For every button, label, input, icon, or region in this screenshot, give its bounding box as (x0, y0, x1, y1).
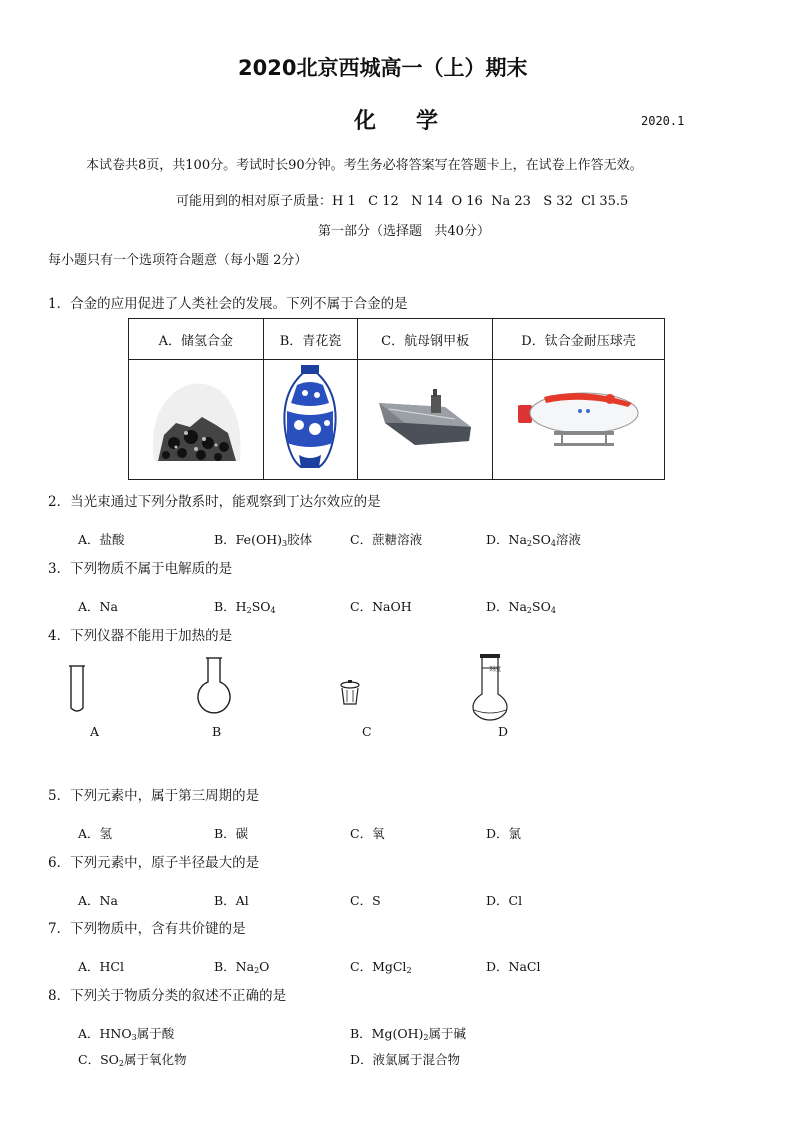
q5-option-b: B．碳 (214, 826, 249, 841)
q2-option-a: A．盐酸 (78, 532, 125, 547)
q7-option-d: D．NaCl (486, 959, 541, 974)
alloy-table (128, 318, 665, 480)
round-bottom-flask-icon (192, 656, 236, 718)
table-header-b: B．青花瓷 (263, 319, 358, 360)
exam-date: 2020.1 (641, 114, 685, 128)
q6-option-a: A．Na (78, 893, 118, 908)
apparatus-label-c: C (362, 724, 372, 739)
part-heading: 第一部分（选择题 共40分） (318, 224, 490, 239)
apparatus-label-b: B (212, 724, 222, 739)
q3-option-d: D．$Na_2SO_4$ (486, 599, 556, 615)
question-5-stem: 5．下列元素中，属于第三周期的是 (48, 788, 260, 804)
q3-option-c: C．NaOH (350, 599, 412, 614)
question-7-stem: 7．下列物质中，含有共价键的是 (48, 921, 246, 937)
hydrogen-storage-alloy-image (129, 360, 264, 480)
crucible-icon (338, 680, 362, 708)
apparatus-label-a: A (90, 724, 100, 739)
q5-option-c: C．氧 (350, 826, 385, 841)
q7-option-b: B．$Na_2O$ (214, 959, 270, 975)
page-title: 2020北京西城高一（上）期末 (238, 56, 528, 80)
exam-notice: 本试卷共8页，共100分。考试时长90分钟。考生务必将答案写在答题卡上，在试卷上作答无效。 (86, 158, 643, 173)
question-3-stem: 3．下列物质不属于电解质的是 (48, 561, 233, 577)
table-header-a: A．储氢合金 (129, 319, 264, 360)
q6-option-d: D．Cl (486, 893, 523, 908)
test-tube-icon (66, 664, 88, 716)
question-2-stem: 2．当光束通过下列分散系时，能观察到丁达尔效应的是 (48, 494, 381, 510)
blue-white-porcelain-image (263, 360, 358, 480)
flask-scale-mark: 刻度 (489, 666, 502, 673)
q3-option-a: A．Na (78, 599, 118, 614)
subject-title: 化学 (354, 108, 479, 134)
q6-option-b: B．Al (214, 893, 249, 908)
q2-option-c: C．蔗糖溶液 (350, 532, 423, 547)
q6-option-c: C．S (350, 893, 381, 908)
q3-option-b: B．$H_2SO_4$ (214, 599, 276, 615)
table-header-c: C．航母钢甲板 (358, 319, 493, 360)
q2-option-d: D．$Na_2SO_4$溶液 (486, 532, 581, 548)
q7-option-a: A．HCl (78, 959, 124, 974)
question-8-stem: 8．下列关于物质分类的叙述不正确的是 (48, 988, 287, 1004)
question-6-stem: 6．下列元素中，原子半径最大的是 (48, 855, 260, 871)
q8-option-d: D．液氯属于混合物 (350, 1052, 461, 1067)
q5-option-a: A．氢 (78, 826, 113, 841)
q2-option-b: B．$Fe(OH)_3$胶体 (214, 532, 313, 548)
q5-option-d: D．氯 (486, 826, 522, 841)
q8-option-c: C．$SO_2$属于氧化物 (78, 1052, 187, 1068)
question-1-stem: 1．合金的应用促进了人类社会的发展。下列不属于合金的是 (48, 296, 408, 312)
apparatus-label-d: D (498, 724, 509, 739)
aircraft-carrier-image (358, 360, 493, 480)
atomic-masses: 可能用到的相对原子质量：H 1 C 12 N 14 O 16 Na 23 S 32 Cl 35.5 (176, 194, 629, 209)
submersible-image (492, 360, 664, 480)
q7-option-c: C．MgCl$_2$ (350, 959, 412, 975)
q8-option-b: B．$Mg(OH)_2$属于碱 (350, 1026, 466, 1042)
question-4-stem: 4．下列仪器不能用于加热的是 (48, 628, 233, 644)
table-header-d: D．钛合金耐压球壳 (492, 319, 664, 360)
instructions: 每小题只有一个选项符合题意（每小题 2分） (48, 253, 308, 268)
q8-option-a: A．$HNO_3$属于酸 (78, 1026, 175, 1042)
